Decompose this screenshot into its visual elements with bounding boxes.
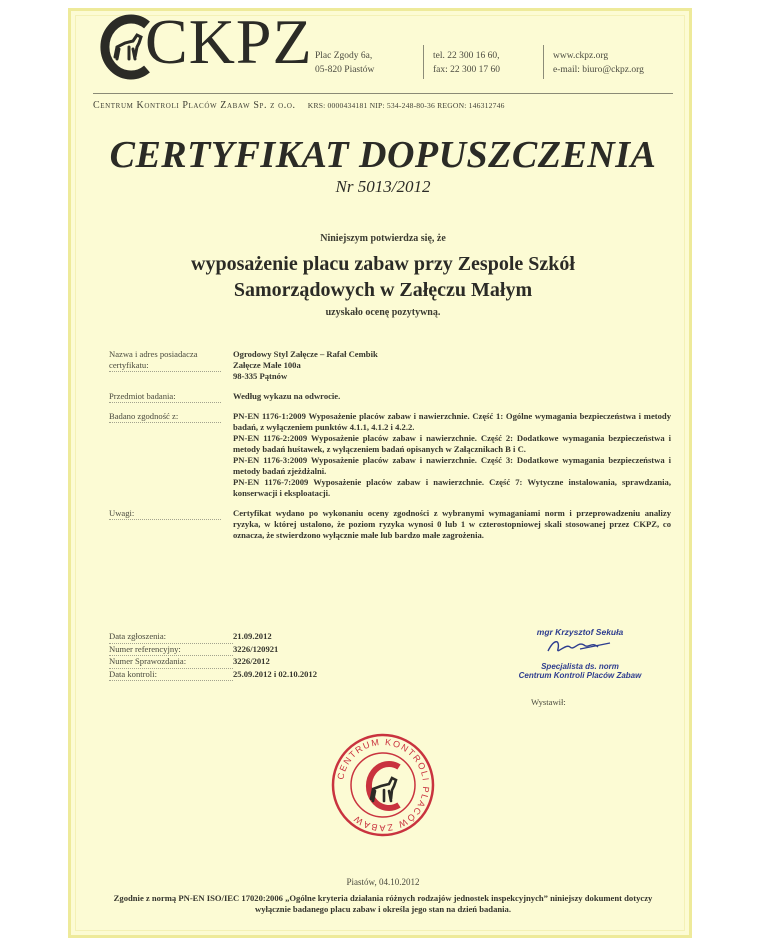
company-registration-line xyxy=(93,93,673,111)
handwritten-signature-icon xyxy=(540,637,620,657)
signature-stamp xyxy=(495,627,665,680)
company-phones: tel. 22 300 16 60, fax: 22 300 17 60 xyxy=(433,51,501,75)
compliance-label: Badano zgodność z: xyxy=(109,411,221,423)
signatory-name: mgr Krzysztof Sekuła xyxy=(536,627,624,637)
email-link[interactable]: e-mail: biuro@ckpz.org xyxy=(553,65,644,75)
object-row xyxy=(109,391,671,402)
company-contact xyxy=(553,49,644,77)
certificate-subject: wyposażenie placu zabaw przy Zespole Szkół Samorządowych w Załęczu Małym xyxy=(191,253,575,301)
notes-label: Uwagi: xyxy=(109,508,221,520)
notes-value: Certyfikat wydano po wykonaniu oceny zgodności z wybranymi wymaganiami norm i przeprowadzeniu analizy ryzyka, w której ustalono, że poziom ryzyka wynosi 0 lub 1 w czterostopniowej skali stosowanej przez CKPZ, co oznacza, że stwierdzono wyłącznie małe lub bardzo małe zagrożenia. xyxy=(233,508,671,540)
holder-row xyxy=(109,349,671,382)
signatory-role: Specjalista ds. norm xyxy=(541,662,619,671)
submitted-row: Data zgłoszenia: 21.09.2012 xyxy=(109,631,429,644)
seal-ring-text: CENTRUM KONTROLI PLACÓW ZABAW xyxy=(335,736,432,834)
certificate-number: Nr 5013/2012 xyxy=(335,177,431,196)
company-name: Centrum Kontroli Placów Zabaw Sp. z o.o. xyxy=(93,100,296,111)
company-address: Plac Zgody 6a, 05-820 Piastów xyxy=(315,51,375,75)
compliance-value: PN-EN 1176-1:2009 Wyposażenie placów zabaw i nawierzchnie. Część 1: Ogólne wymagania bezpieczeństwa i metody badań, z wyłączeniem punktów 4.1.1, 4.1.2 i 4.2.2. PN-EN 1176-2:2009 Wyposażenie placów zabaw i nawierzchnie. Część 2: Dodatkowe wymagania bezpieczeństwa i metody badań huśtawek, z wyłączeniem badań opisanych w Załącznikach B i C. PN-EN 1176-3:2009 Wyposażenie placów zabaw i nawierzchnie. Część 3: Dodatkowe wymagania bezpieczeństwa i metody badań zjeżdżalni. PN-EN 1176-7:2009 Wyposażenie placów zabaw i nawierzchnie. Część 7: Wytyczne instalowania, sprawdzania, konserwacji i eksploatacji. xyxy=(233,411,671,498)
notes-row xyxy=(109,508,671,541)
ckpz-logo xyxy=(93,6,313,85)
object-label: Przedmiot badania: xyxy=(109,391,221,403)
signatory-organization: Centrum Kontroli Placów Zabaw xyxy=(518,671,642,680)
footer-note: Zgodnie z normą PN-EN ISO/IEC 17020:2006 „Ogólne kryteria działania różnych rodzajów jednostek inspekcyjnych” niniejszy dokument dotyczy wyłącznie badanego placu zabaw i określa jego stan na dzień badania. xyxy=(113,893,653,914)
holder-value: Ogrodowy Styl Załęcze – Rafał Cembik Załęcze Małe 100a 98-335 Pątnów xyxy=(233,349,378,381)
certificate-result: uzyskało ocenę pozytywną. xyxy=(325,307,441,318)
inspection-row: Data kontroli: 25.09.2012 i 02.10.2012 xyxy=(109,669,429,682)
certificate-title: CERTYFIKAT DOPUSZCZENIA xyxy=(109,134,657,176)
details-table xyxy=(109,349,671,550)
report-row: Numer Sprawozdania: 3226/2012 xyxy=(109,656,429,669)
compliance-row xyxy=(109,411,671,499)
holder-label: Nazwa i adres posiadacza certyfikatu: xyxy=(109,349,221,372)
reference-row: Numer referencyjny: 3226/120921 xyxy=(109,644,429,657)
place-date: Piastów, 04.10.2012 xyxy=(346,877,420,887)
certificate-intro: Niniejszym potwierdza się, że xyxy=(320,233,446,244)
company-ids: KRS: 0000434181 NIP: 534-248-80-36 REGON: 146312746 xyxy=(307,101,505,110)
object-value: Według wykazu na odwrocie. xyxy=(233,391,341,401)
logo-wordmark: CKPZ xyxy=(145,6,313,77)
dates-block xyxy=(109,631,429,681)
header-divider xyxy=(423,45,424,79)
ckpz-seal-icon xyxy=(329,731,437,839)
website-link[interactable]: www.ckpz.org xyxy=(553,51,609,61)
letterhead xyxy=(93,6,673,89)
header-divider xyxy=(543,45,544,79)
certificate-sheet xyxy=(68,8,692,938)
issued-by-label: Wystawił: xyxy=(531,697,566,707)
